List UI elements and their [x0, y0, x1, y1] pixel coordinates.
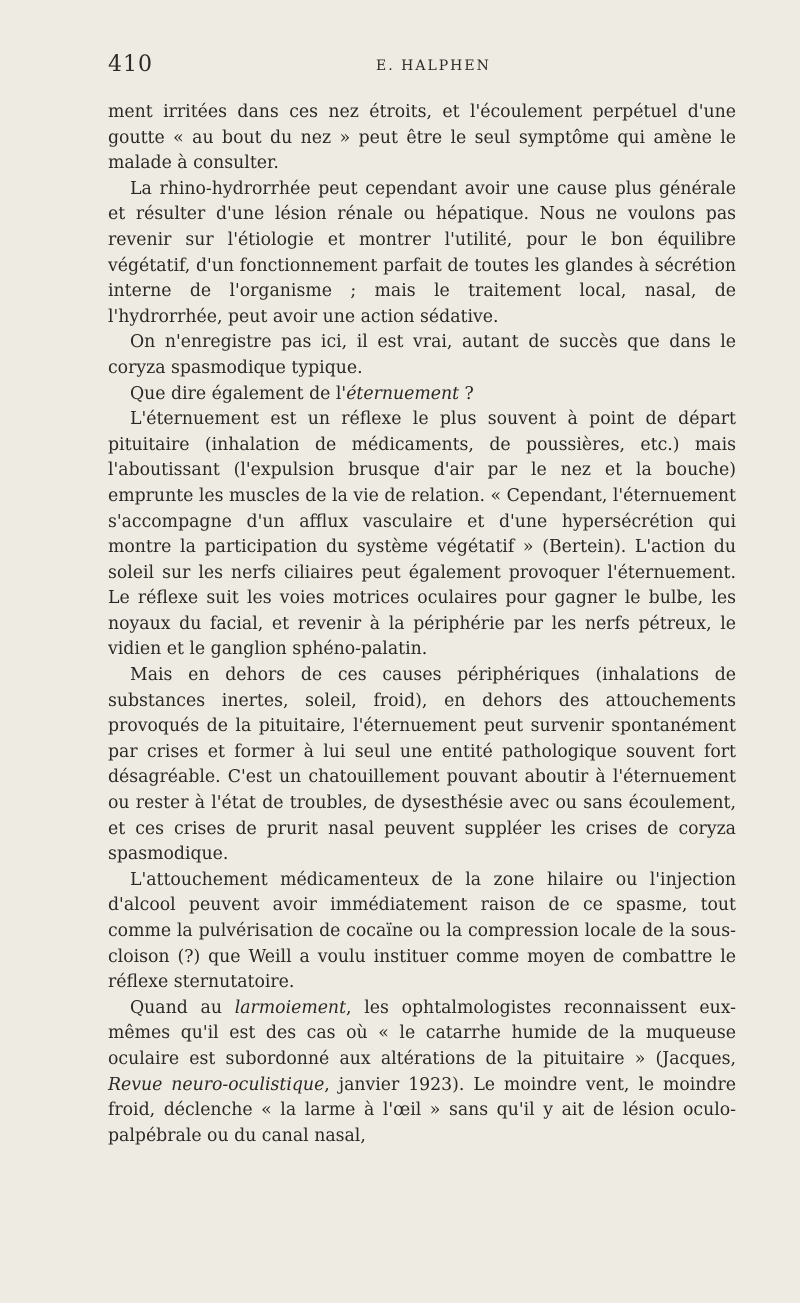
paragraph-text: , janvier 1923). Le moindre vent, le moindre froid, déclenche « la larme à l'œil » sans qu'il y ait de lésion oculo-palpébrale ou du canal nasal, — [108, 1074, 736, 1146]
paragraph — [108, 996, 736, 1150]
paragraph: L'attouchement médicamenteux de la zone hilaire ou l'injection d'alcool peuvent avoir immédiatement raison de ce spasme, tout comme la pulvérisation de cocaïne ou la compression locale de la sous-cloison (?) que Weill a voulu instituer comme moyen de combattre le réflexe sternutatoire. — [108, 869, 736, 993]
page-header — [108, 52, 738, 82]
running-head: E. HALPHEN — [376, 58, 491, 74]
journal-title: Revue neuro-oculistique — [108, 1074, 325, 1095]
body-text — [108, 100, 736, 1149]
paragraph: Mais en dehors de ces causes périphériques (inhalations de substances inertes, soleil, froid), en dehors des attouchements provoqués de la pituitaire, l'éternuement peut survenir spontanément par crises et former à lui seul une entité pathologique souvent fort désagréable. C'est un chatouillement pouvant aboutir à l'éternuement ou rester à l'état de troubles, de dysesthésie avec ou sans écoulement, et ces crises de prurit nasal peuvent suppléer les crises de coryza spasmodique. — [108, 665, 736, 865]
paragraph: La rhino-hydrorrhée peut cependant avoir une cause plus générale et résulter d'une lésion rénale ou hépatique. Nous ne voulons pas revenir sur l'étiologie et montrer l'utilité, pour le bon équilibre végétatif, d'un fonctionnement parfait de toutes les glandes à sécrétion interne de l'organisme ; mais le traitement local, nasal, de l'hydrorrhée, peut avoir une action sédative. — [108, 178, 736, 327]
page-number: 410 — [108, 52, 153, 77]
paragraph-text: Quand au — [130, 997, 235, 1018]
paragraph: L'éternuement est un réflexe le plus souvent à point de départ pituitaire (inhalation de médicaments, de poussières, etc.) mais l'aboutissant (l'expulsion brusque d'air par le nez et la bouche) emprunte les muscles de la vie de relation. « Cependant, l'éternuement s'accompagne d'un afflux vasculaire et d'une hypersécrétion qui montre la participation du système végétatif » (Bertein). L'action du soleil sur les nerfs ciliaires peut également provoquer l'éternuement. Le réflexe suit les voies motrices oculaires pour gagner le bulbe, les noyaux du facial, et revenir à la périphérie par les nerfs pétreux, le vidien et le ganglion sphéno-palatin. — [108, 409, 736, 660]
italic-term: larmoiement — [234, 997, 347, 1018]
paragraph-text: ? — [459, 383, 474, 404]
paragraph: On n'enregistre pas ici, il est vrai, autant de succès que dans le coryza spasmodique typique. — [108, 332, 736, 378]
paragraph-text: Que dire également de l' — [130, 383, 347, 404]
paragraph: ment irritées dans ces nez étroits, et l'écoulement perpétuel d'une goutte « au bout du nez » peut être le seul symptôme qui amène le malade à consulter. — [108, 102, 736, 174]
paragraph — [108, 382, 736, 408]
paragraph-text: , les ophtalmologistes reconnaissent eux-mêmes qu'il est des cas où « le catarrhe humide de la muqueuse oculaire est subordonné aux altérations de la pituitaire » (Jacques, — [108, 997, 736, 1069]
italic-term: éternuement — [346, 383, 460, 404]
